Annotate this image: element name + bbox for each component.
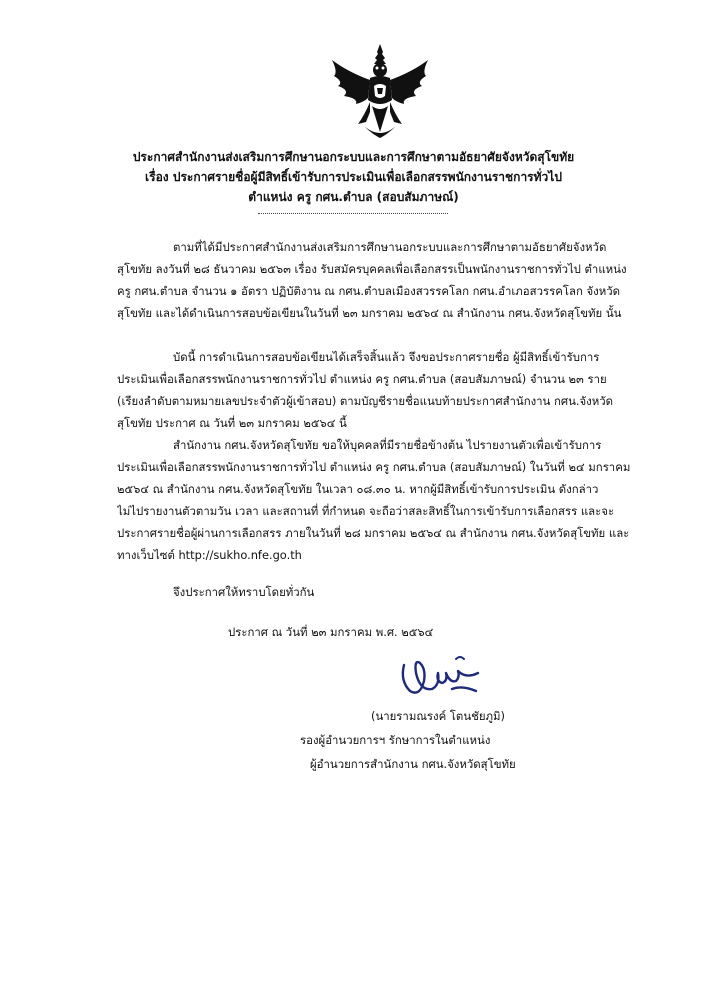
paragraph-line: สุโขทัย และได้ดำเนินการสอบข้อเขียนในวันที่ ๒๓ มกราคม ๒๕๖๔ ณ สำนักงาน กศน.จังหวัดสุโขทัย นั้น [117, 306, 622, 320]
announcement-position: ตำแหน่ง ครู กศน.ตำบล (สอบสัมภาษณ์) [248, 190, 459, 204]
paragraph-line: ครู กศน.ตำบล จำนวน ๑ อัตรา ปฏิบัติงาน ณ กศน.ตำบลเมืองสวรรคโลก กศน.อำเภอสวรรคโลก จังหวัด [117, 284, 620, 298]
paragraph-line: (เรียงลำดับตามหมายเลขประจำตัวผู้เข้าสอบ) ตามบัญชีรายชื่อแนบท้ายประกาศสำนักงาน กศน.จังหวัด [117, 394, 614, 408]
paragraph-line: ประเมินเพื่อเลือกสรรพนักงานราชการทั่วไป ตำแหน่ง ครู กศน.ตำบล (สอบสัมภาษณ์) จำนวน ๒๓ ราย [117, 372, 607, 386]
dotted-divider [258, 213, 448, 215]
paragraph-announcement [117, 346, 641, 434]
paragraph-line: ๒๕๖๔ ณ สำนักงาน กศน.จังหวัดสุโขทัย ในเวลา ๐๘.๓๐ น. หากผู้มีสิทธิ์เข้ารับการประเมิน ดังกล่าว [117, 482, 599, 496]
announcement-title: ประกาศสำนักงานส่งเสริมการศึกษานอกระบบและการศึกษาตามอัธยาศัยจังหวัดสุโขทัย [132, 150, 575, 164]
paragraph-line: สำนักงาน กศน.จังหวัดสุโขทัย ขอให้บุคคลที่มีรายชื่อข้างต้น ไปรายงานตัวเพื่อเข้ารับการ [173, 438, 602, 452]
garuda-emblem-icon [328, 42, 432, 142]
signatory-title: ผู้อำนวยการสำนักงาน กศน.จังหวัดสุโขทัย [310, 757, 516, 771]
signatory-position: รองผู้อำนวยการฯ รักษาการในตำแหน่ง [300, 733, 491, 747]
paragraph-line: ไม่ไปรายงานตัวตามวัน เวลา และสถานที่ ที่กำหนด จะถือว่าสละสิทธิ์ในการเข้ารับการเลือกสรร และจะ [117, 504, 615, 518]
paragraph-line: สุโขทัย ประกาศ ณ วันที่ ๒๓ มกราคม ๒๕๖๔ นี้ [117, 416, 347, 430]
paragraph-line: ตามที่ได้มีประกาศสำนักงานส่งเสริมการศึกษานอกระบบและการศึกษาตามอัธยาศัยจังหวัด [173, 240, 607, 254]
paragraph-line: ประกาศรายชื่อผู้ผ่านการเลือกสรร ภายในวันที่ ๒๘ มกราคม ๒๕๖๔ ณ สำนักงาน กศน.จังหวัดสุโขทัย และ [117, 526, 630, 540]
paragraph-line: ทางเว็บไซต์ http://sukho.nfe.go.th [117, 548, 302, 562]
paragraph-line: สุโขทัย ลงวันที่ ๒๘ ธันวาคม ๒๕๖๓ เรื่อง รับสมัครบุคคลเพื่อเลือกสรรเป็นพนักงานราชการทั่วไป ตำแหน่ง [117, 262, 627, 276]
signatory-name: (นายรามณรงค์ โตนชัยภูมิ) [371, 709, 505, 723]
handwritten-signature [396, 651, 488, 703]
paragraph-background [117, 236, 641, 324]
paragraph-line: ประเมินเพื่อเลือกสรรพนักงานราชการทั่วไป ตำแหน่ง ครู กศน.ตำบล (สอบสัมภาษณ์) ในวันที่ ๒๔ มกราคม [117, 460, 631, 474]
paragraph-instructions [117, 434, 641, 566]
announcement-subject: เรื่อง ประกาศรายชื่อผู้มีสิทธิ์เข้ารับการประเมินเพื่อเลือกสรรพนักงานราชการทั่วไป [145, 170, 562, 184]
paragraph-line: บัดนี้ การดำเนินการสอบข้อเขียนได้เสร็จสิ้นแล้ว จึงขอประกาศรายชื่อ ผู้มีสิทธิ์เข้ารับการ [173, 350, 600, 364]
announcement-date: ประกาศ ณ วันที่ ๒๓ มกราคม พ.ศ. ๒๕๖๔ [228, 625, 434, 639]
closing-statement: จึงประกาศให้ทราบโดยทั่วกัน [173, 585, 315, 599]
